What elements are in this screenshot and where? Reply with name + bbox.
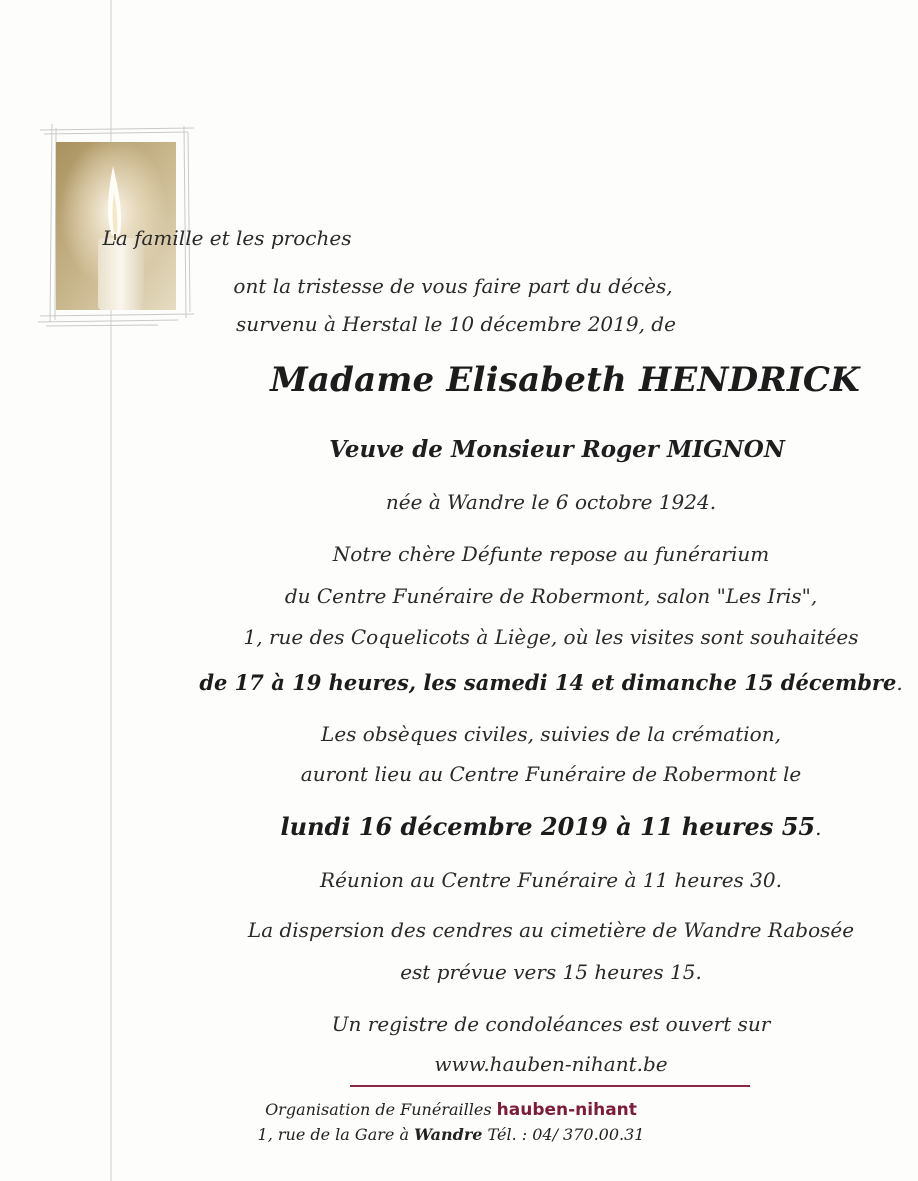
funeral-date-text: lundi 16 décembre 2019 à 11 heures 55 bbox=[280, 812, 816, 841]
rest-line-3: 1, rue des Coquelicots à Liège, où les visites sont souhaitées bbox=[243, 625, 859, 649]
ashes-line-2: est prévue vers 15 heures 15. bbox=[400, 960, 702, 984]
rest-line-2: du Centre Funéraire de Robermont, salon "Les Iris", bbox=[284, 584, 818, 608]
funeral-line-1: Les obsèques civiles, suivies de la crémation, bbox=[321, 722, 781, 746]
footer-address-prefix: 1, rue de la Gare à bbox=[257, 1125, 409, 1144]
visit-hours-end: . bbox=[896, 671, 903, 695]
intro-family: La famille et les proches bbox=[102, 226, 352, 250]
meeting-time: Réunion au Centre Funéraire à 11 heures 30. bbox=[320, 868, 782, 892]
footer-organisation bbox=[0, 1100, 918, 1120]
intro-sadness: ont la tristesse de vous faire part du décès, bbox=[233, 274, 673, 298]
funeral-date bbox=[92, 812, 918, 841]
footer-address bbox=[0, 1125, 918, 1144]
intro-date-place: survenu à Herstal le 10 décembre 2019, de bbox=[236, 312, 676, 336]
funeral-date-end: . bbox=[815, 816, 822, 840]
register-info: Un registre de condoléances est ouvert sur bbox=[331, 1012, 771, 1036]
footer-address-town: Wandre bbox=[414, 1125, 483, 1144]
deceased-name: Madame Elisabeth HENDRICK bbox=[270, 360, 860, 400]
birth-info: née à Wandre le 6 octobre 1924. bbox=[385, 490, 717, 514]
ashes-line-1: La dispersion des cendres au cimetière de Wandre Rabosée bbox=[247, 918, 855, 942]
footer-phone: Tél. : 04/ 370.00.31 bbox=[487, 1125, 645, 1144]
widow-of: Veuve de Monsieur Roger MIGNON bbox=[329, 436, 785, 463]
footer-org-prefix: Organisation de Funérailles bbox=[265, 1100, 492, 1119]
brand-logo: hauben-nihant bbox=[496, 1100, 637, 1120]
funeral-line-2: auront lieu au Centre Funéraire de Robermont le bbox=[300, 762, 802, 786]
website-link[interactable]: www.hauben-nihant.be bbox=[434, 1052, 668, 1076]
footer-rule bbox=[350, 1085, 750, 1087]
visit-hours-text: de 17 à 19 heures, les samedi 14 et dimanche 15 décembre bbox=[199, 670, 897, 695]
visit-hours bbox=[92, 670, 918, 695]
rest-line-1: Notre chère Défunte repose au funérarium bbox=[332, 542, 770, 566]
